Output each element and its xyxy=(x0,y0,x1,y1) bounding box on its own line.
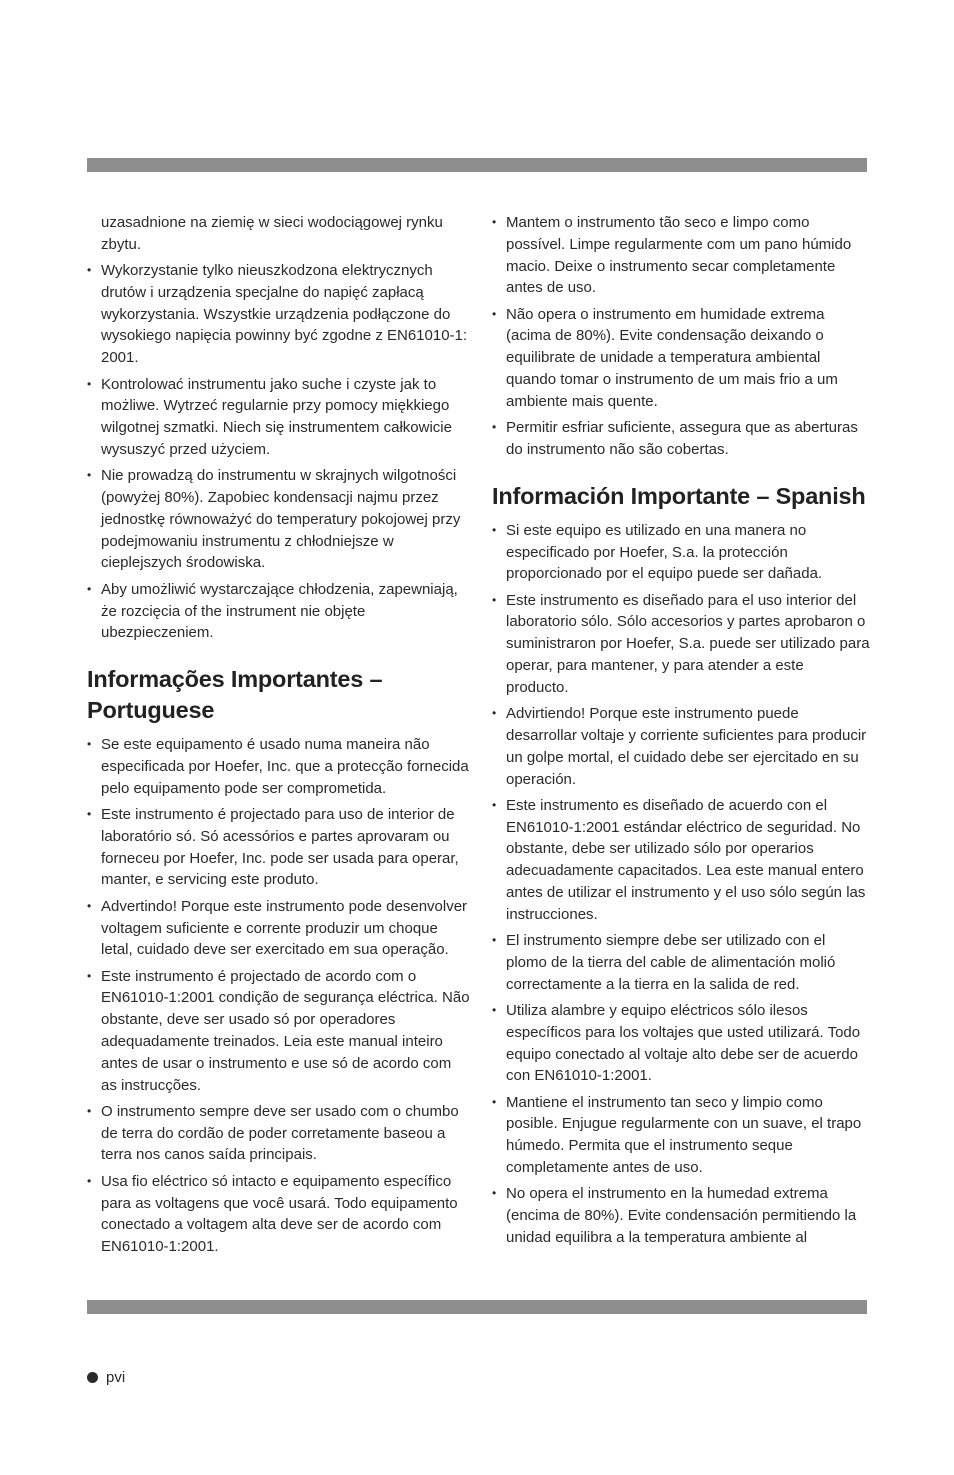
list-item: • Este instrumento é projectado de acordo com o EN61010-1:2001 condição de segurança eléctrica. Não obstante, deve ser usado só por operadores adequadamente treinados. Leia este manual inteiro antes de usar o instrumento e use só de acordo com as instrucções. xyxy=(87,966,470,1097)
page-number: pvi xyxy=(106,1369,126,1386)
list-item: • Usa fio eléctrico só intacto e equipamento específico para as voltagens que você usará. Todo equipamento conectado a voltagem alta deve ser de acordo com EN61010-1:2001. xyxy=(87,1171,470,1258)
list-item: • Permitir esfriar suficiente, assegura que as aberturas do instrumento não são cobertas. xyxy=(492,417,870,461)
polish-continuation: uzasadnione na ziemię w sieci wodociągowej rynku zbytu. xyxy=(101,214,443,253)
list-item: • Este instrumento es diseñado de acuerdo con el EN61010-1:2001 estándar eléctrico de seguridad. No obstante, debe ser utilizado sólo por operarios adecuadamente capacitados. Lea este manual entero antes de utilizar el instrumento y el uso sólo según las instrucciones. xyxy=(492,795,870,926)
list-item: • O instrumento sempre deve ser usado com o chumbo de terra do cordão de poder corretamente baseou a terra nos canos saída principais. xyxy=(87,1101,470,1166)
list-item: • Advirtiendo! Porque este instrumento puede desarrollar voltaje y corriente suficientes para producir un golpe mortal, el cuidado debe ser ejercitado en su operación. xyxy=(492,703,870,790)
list-item: • No opera el instrumento en la humedad extrema (encima de 80%). Evite condensación permitiendo la unidad equilibra a la temperatura ambiente al xyxy=(492,1183,870,1248)
list-item: • Se este equipamento é usado numa maneira não especificada por Hoefer, Inc. que a protecção fornecida pelo equipamento pode ser comprometida. xyxy=(87,734,470,799)
list-item: • Mantem o instrumento tão seco e limpo como possível. Limpe regularmente com um pano húmido macio. Deixe o instrumento secar completamente antes de uso. xyxy=(492,212,870,299)
list-item: • Kontrolować instrumentu jako suche i czyste jak to możliwe. Wytrzeć regularnie przy pomocy miękkiego wilgotnej szmatki. Niech się instrumentem całkowicie wysuszyć przed użyciem. xyxy=(87,374,470,461)
portuguese-list xyxy=(87,734,470,1258)
list-item: • Não opera o instrumento em humidade extrema (acima de 80%). Evite condensação deixando o equilibrate de unidade a temperatura ambiental quando tomar o instrumento de um mais frio a um ambiente mais quente. xyxy=(492,304,870,413)
bottom-rule xyxy=(87,1300,867,1314)
list-item: • Advertindo! Porque este instrumento pode desenvolver voltagem suficiente e corrente produzir um choque letal, cuidado deve ser exercitado em sua operação. xyxy=(87,896,470,961)
list-item: • Este instrumento é projectado para uso de interior de laboratório só. Só acessórios e partes aprovaram ou forneceu por Hoefer, Inc. pode ser usada para operar, manter, e servicing este produto. xyxy=(87,804,470,891)
polish-list xyxy=(87,260,470,644)
list-item: • El instrumento siempre debe ser utilizado con el plomo de la tierra del cable de alimentación molió correctamente a la tierra en la salida de red. xyxy=(492,930,870,995)
bullet-dot-icon xyxy=(87,1372,98,1383)
page-footer xyxy=(87,1368,125,1388)
list-item: • Aby umożliwić wystarczające chłodzenia, zapewniają, że rozcięcia of the instrument nie objęte ubezpieczeniem. xyxy=(87,579,470,644)
list-item: • Nie prowadzą do instrumentu w skrajnych wilgotności (powyżej 80%). Zapobiec kondensacji najmu przez jednostkę równoważyć do temperatury pokojowej przy podejmowaniu instrumentu z chłodniejsze w cieplejszych środowiska. xyxy=(87,465,470,574)
spanish-list xyxy=(492,520,870,1249)
list-item: • Mantiene el instrumento tan seco y limpio como posible. Enjugue regularmente con un suave, el trapo húmedo. Permita que el instrumento seque completamente antes de uso. xyxy=(492,1092,870,1179)
right-column xyxy=(492,212,870,1249)
top-rule xyxy=(87,158,867,172)
section-heading-portuguese: Informações Importantes – Portuguese xyxy=(87,666,383,724)
portuguese-list-continued xyxy=(492,212,870,461)
left-column xyxy=(87,212,470,1258)
list-item: • Wykorzystanie tylko nieuszkodzona elektrycznych drutów i urządzenia specjalne do napięć zapłacą wykorzystania. Wszystkie urządzenia podłączone do wysokiego napięcia powinny być zgodne z EN61010-1: 2001. xyxy=(87,260,470,369)
section-heading-spanish: Información Importante – Spanish xyxy=(492,482,866,509)
list-item: • Utiliza alambre y equipo eléctricos sólo ilesos específicos para los voltajes que usted utilizará. Todo equipo conectado al voltaje alto debe ser de acuerdo con EN61010-1:2001. xyxy=(492,1000,870,1087)
list-item: • Si este equipo es utilizado en una manera no especificado por Hoefer, S.a. la protección proporcionado por el equipo puede ser dañada. xyxy=(492,520,870,585)
list-item: • Este instrumento es diseñado para el uso interior del laboratorio sólo. Sólo accesorios y partes aprobaron o suministraron por Hoefer, S.a. puede ser utilizado para operar, para mantener, y para atender a este producto. xyxy=(492,590,870,699)
